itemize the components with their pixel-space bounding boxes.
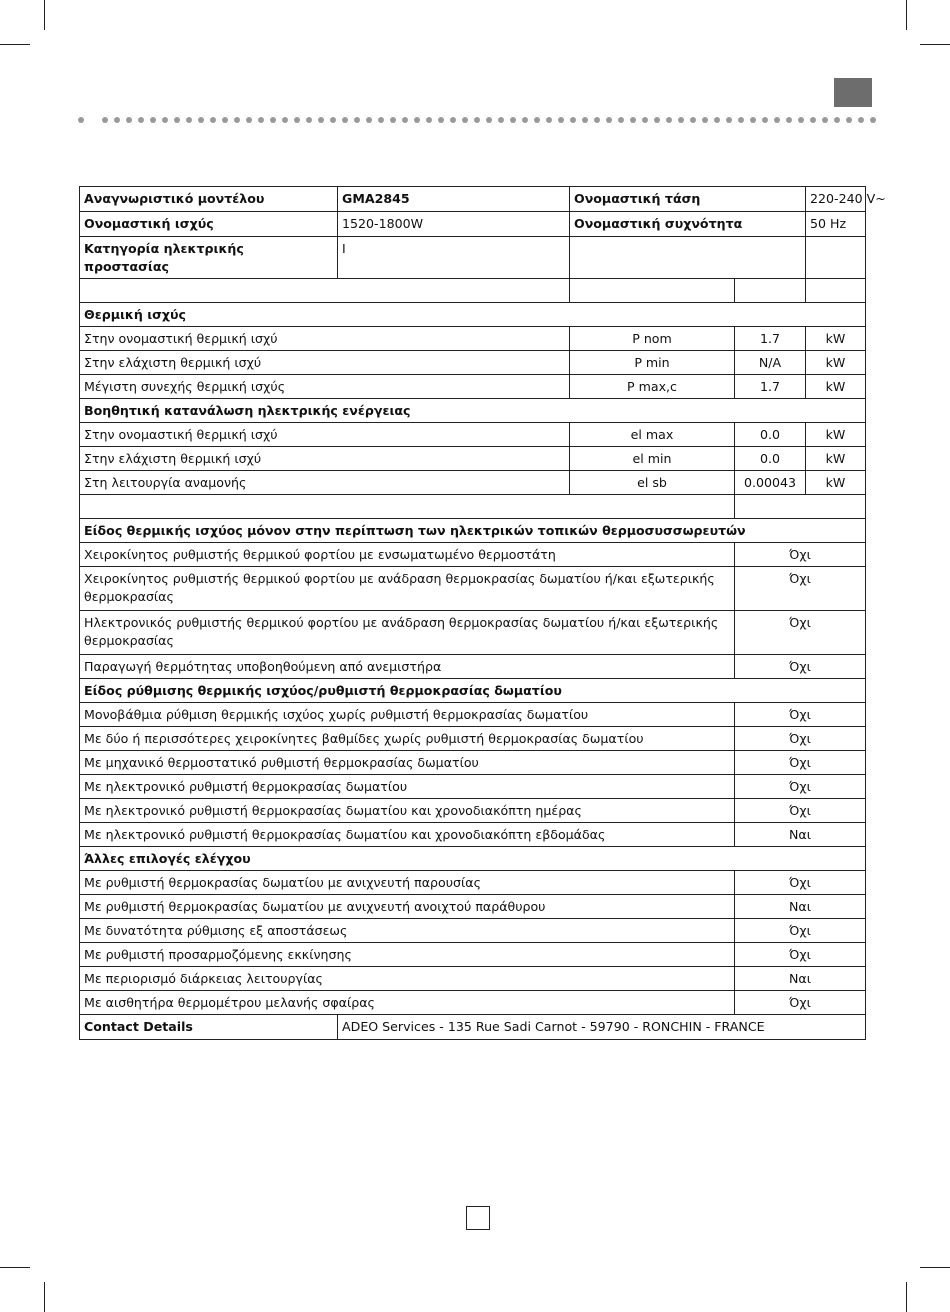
page-number-box <box>466 1206 490 1230</box>
divider-dot <box>522 117 528 123</box>
row-value: 0.00043 <box>735 471 806 495</box>
row-value: Όχι <box>735 727 866 751</box>
row-value: Όχι <box>735 919 866 943</box>
divider-dot <box>270 117 276 123</box>
row-symbol: P max,c <box>570 375 735 399</box>
row-unit: kW <box>806 447 866 471</box>
section-heading: Είδος ρύθμισης θερμικής ισχύος/ρυθμιστή θερμοκρασίας δωματίου <box>80 679 866 703</box>
row-symbol: el min <box>570 447 735 471</box>
divider-dot <box>738 117 744 123</box>
crop-mark <box>0 1267 30 1268</box>
table-row <box>80 655 866 679</box>
divider-dot <box>546 117 552 123</box>
row-value: Όχι <box>735 543 866 567</box>
row-unit: kW <box>806 471 866 495</box>
divider-dot <box>354 117 360 123</box>
divider-dot <box>678 117 684 123</box>
row-value: 0.0 <box>735 423 806 447</box>
empty-cell <box>80 279 570 303</box>
divider-dot <box>822 117 828 123</box>
row-value: 1.7 <box>735 327 806 351</box>
empty-cell <box>735 279 806 303</box>
dotted-divider <box>78 117 873 125</box>
empty-cell <box>735 495 866 519</box>
row-value: 0.0 <box>735 447 806 471</box>
divider-dot <box>114 117 120 123</box>
table-row <box>80 375 866 399</box>
row-label: Με περιορισμό διάρκειας λειτουργίας <box>80 967 735 991</box>
divider-dot <box>366 117 372 123</box>
table-row <box>80 871 866 895</box>
divider-dot <box>174 117 180 123</box>
row-value: Όχι <box>735 799 866 823</box>
divider-dot <box>642 117 648 123</box>
frequency-value: 50 Hz <box>806 212 866 237</box>
divider-dot <box>246 117 252 123</box>
divider-dot <box>702 117 708 123</box>
row-label: Στη λειτουργία αναμονής <box>80 471 570 495</box>
row-label: Με ηλεκτρονικό ρυθμιστή θερμοκρασίας δωματίου <box>80 775 735 799</box>
row-value: 1.7 <box>735 375 806 399</box>
crop-mark <box>920 1267 950 1268</box>
divider-dot <box>426 117 432 123</box>
row-symbol: P min <box>570 351 735 375</box>
crop-mark <box>906 0 907 30</box>
row-label: Στην ελάχιστη θερμική ισχύ <box>80 447 570 471</box>
row-label: Στην ονομαστική θερμική ισχύ <box>80 327 570 351</box>
row-unit: kW <box>806 327 866 351</box>
model-label: Αναγνωριστικό μοντέλου <box>80 187 338 212</box>
row-label: Στην ελάχιστη θερμική ισχύ <box>80 351 570 375</box>
table-row <box>80 703 866 727</box>
page-tab-marker <box>834 78 872 107</box>
row-label: Μέγιστη συνεχής θερμική ισχύς <box>80 375 570 399</box>
divider-dot <box>618 117 624 123</box>
row-label: Με αισθητήρα θερμομέτρου μελανής σφαίρας <box>80 991 735 1015</box>
divider-dot <box>342 117 348 123</box>
table-row <box>80 823 866 847</box>
divider-dot <box>582 117 588 123</box>
protection-value: I <box>338 237 570 279</box>
table-row <box>80 895 866 919</box>
row-label: Ηλεκτρονικός ρυθμιστής θερμικού φορτίου με ανάδραση θερμοκρασίας δωματίου ή/και εξωτερικής θερμοκρασίας <box>80 611 735 655</box>
row-value: Ναι <box>735 967 866 991</box>
row-value: Όχι <box>735 567 866 611</box>
table-row <box>80 423 866 447</box>
divider-dot <box>810 117 816 123</box>
row-value: Όχι <box>735 991 866 1015</box>
divider-dot <box>630 117 636 123</box>
row-label: Με ηλεκτρονικό ρυθμιστή θερμοκρασίας δωματίου και χρονοδιακόπτη εβδομάδας <box>80 823 735 847</box>
divider-dot <box>690 117 696 123</box>
divider-dot <box>750 117 756 123</box>
voltage-label: Ονομαστική τάση <box>570 187 806 212</box>
divider-dot <box>258 117 264 123</box>
divider-dot <box>510 117 516 123</box>
table-row <box>80 751 866 775</box>
row-label: Παραγωγή θερμότητας υποβοηθούμενη από ανεμιστήρα <box>80 655 735 679</box>
table-row <box>80 567 866 611</box>
voltage-value: 220-240 V~ <box>806 187 866 212</box>
table-row <box>80 919 866 943</box>
crop-mark <box>906 1282 907 1312</box>
divider-dot <box>858 117 864 123</box>
row-value: Ναι <box>735 823 866 847</box>
divider-dot <box>774 117 780 123</box>
row-symbol: P nom <box>570 327 735 351</box>
divider-dot <box>198 117 204 123</box>
empty-cell <box>570 237 806 279</box>
row-label: Χειροκίνητος ρυθμιστής θερμικού φορτίου με ανάδραση θερμοκρασίας δωματίου ή/και εξωτερικής θερμοκρασίας <box>80 567 735 611</box>
divider-dot <box>666 117 672 123</box>
divider-dot <box>786 117 792 123</box>
row-value: Όχι <box>735 751 866 775</box>
row-value: Όχι <box>735 871 866 895</box>
divider-dot <box>762 117 768 123</box>
divider-dot <box>450 117 456 123</box>
divider-dot <box>318 117 324 123</box>
divider-dot <box>126 117 132 123</box>
divider-dot <box>438 117 444 123</box>
divider-dot <box>846 117 852 123</box>
row-value: Όχι <box>735 655 866 679</box>
row-value: Ναι <box>735 895 866 919</box>
divider-dot <box>402 117 408 123</box>
divider-dot <box>870 117 876 123</box>
table-row <box>80 543 866 567</box>
divider-dot <box>186 117 192 123</box>
divider-dot <box>330 117 336 123</box>
row-label: Μονοβάθμια ρύθμιση θερμικής ισχύος χωρίς ρυθμιστή θερμοκρασίας δωματίου <box>80 703 735 727</box>
divider-dot <box>654 117 660 123</box>
divider-dot <box>474 117 480 123</box>
row-label: Με δύο ή περισσότερες χειροκίνητες βαθμίδες χωρίς ρυθμιστή θερμοκρασίας δωματίου <box>80 727 735 751</box>
row-value: Όχι <box>735 775 866 799</box>
row-label: Με ρυθμιστή προσαρμοζόμενης εκκίνησης <box>80 943 735 967</box>
divider-dot <box>378 117 384 123</box>
power-label: Ονομαστική ισχύς <box>80 212 338 237</box>
divider-dot <box>498 117 504 123</box>
divider-dot <box>306 117 312 123</box>
divider-dot <box>222 117 228 123</box>
empty-cell <box>806 279 866 303</box>
table-row <box>80 967 866 991</box>
divider-dot <box>162 117 168 123</box>
divider-dot <box>594 117 600 123</box>
row-label: Με ρυθμιστή θερμοκρασίας δωματίου με ανιχνευτή παρουσίας <box>80 871 735 895</box>
divider-dot <box>606 117 612 123</box>
row-unit: kW <box>806 351 866 375</box>
divider-dot <box>390 117 396 123</box>
table-row <box>80 447 866 471</box>
divider-dot <box>534 117 540 123</box>
table-row <box>80 351 866 375</box>
divider-dot <box>726 117 732 123</box>
empty-cell <box>80 495 735 519</box>
divider-dot <box>414 117 420 123</box>
divider-dot <box>138 117 144 123</box>
row-label: Με ρυθμιστή θερμοκρασίας δωματίου με ανιχνευτή ανοιχτού παράθυρου <box>80 895 735 919</box>
divider-dot <box>78 117 84 123</box>
crop-mark <box>44 0 45 30</box>
divider-dot <box>210 117 216 123</box>
frequency-label: Ονομαστική συχνότητα <box>570 212 806 237</box>
contact-value: ADEO Services - 135 Rue Sadi Carnot - 59790 - RONCHIN - FRANCE <box>338 1015 866 1040</box>
row-value: Όχι <box>735 703 866 727</box>
empty-cell <box>806 237 866 279</box>
row-symbol: el sb <box>570 471 735 495</box>
crop-mark <box>920 44 950 45</box>
section-heading: Είδος θερμικής ισχύος μόνον στην περίπτωση των ηλεκτρικών τοπικών θερμοσυσσωρευτών <box>80 519 866 543</box>
divider-dot <box>486 117 492 123</box>
row-label: Με ηλεκτρονικό ρυθμιστή θερμοκρασίας δωματίου και χρονοδιακόπτη ημέρας <box>80 799 735 823</box>
table-row <box>80 991 866 1015</box>
table-row <box>80 943 866 967</box>
row-unit: kW <box>806 423 866 447</box>
empty-cell <box>570 279 735 303</box>
row-unit: kW <box>806 375 866 399</box>
section-heading: Θερμική ισχύς <box>80 303 866 327</box>
row-label: Με δυνατότητα ρύθμισης εξ αποστάσεως <box>80 919 735 943</box>
row-label: Στην ονομαστική θερμική ισχύ <box>80 423 570 447</box>
section-heading: Βοηθητική κατανάλωση ηλεκτρικής ενέργειας <box>80 399 866 423</box>
divider-dot <box>462 117 468 123</box>
divider-dot <box>558 117 564 123</box>
protection-label: Κατηγορία ηλεκτρικής προστασίας <box>80 237 338 279</box>
divider-dot <box>234 117 240 123</box>
section-heading: Άλλες επιλογές ελέγχου <box>80 847 866 871</box>
table-row <box>80 471 866 495</box>
table-row <box>80 727 866 751</box>
divider-dot <box>570 117 576 123</box>
divider-dot <box>150 117 156 123</box>
row-value: Όχι <box>735 611 866 655</box>
product-info-table <box>79 186 886 1040</box>
divider-dot <box>102 117 108 123</box>
row-label: Χειροκίνητος ρυθμιστής θερμικού φορτίου με ενσωματωμένο θερμοστάτη <box>80 543 735 567</box>
contact-label: Contact Details <box>80 1015 338 1040</box>
table-row <box>80 799 866 823</box>
table-row <box>80 611 866 655</box>
divider-dot <box>282 117 288 123</box>
divider-dot <box>834 117 840 123</box>
row-label: Με μηχανικό θερμοστατικό ρυθμιστή θερμοκρασίας δωματίου <box>80 751 735 775</box>
table-row <box>80 775 866 799</box>
crop-mark <box>44 1282 45 1312</box>
row-value: N/A <box>735 351 806 375</box>
divider-dot <box>714 117 720 123</box>
power-value: 1520-1800W <box>338 212 570 237</box>
divider-dot <box>798 117 804 123</box>
crop-mark <box>0 44 30 45</box>
model-value: GMA2845 <box>338 187 570 212</box>
row-symbol: el max <box>570 423 735 447</box>
divider-dot <box>294 117 300 123</box>
row-value: Όχι <box>735 943 866 967</box>
table-row <box>80 327 866 351</box>
